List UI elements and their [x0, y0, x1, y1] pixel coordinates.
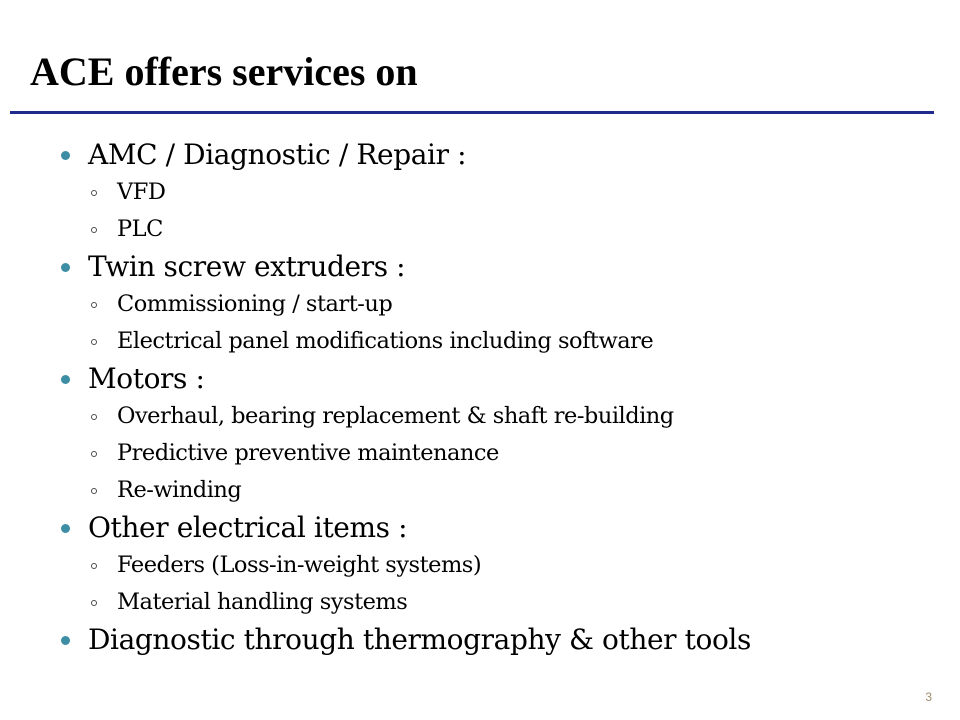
sub-bullet-item: [0, 211, 960, 248]
sub-bullet-ring-icon: [91, 302, 97, 308]
sub-bullet-text: Material handling systems: [117, 589, 408, 615]
slide-title: ACE offers services on: [30, 49, 418, 94]
sub-bullet-item: [0, 547, 960, 584]
bullet-item: [0, 248, 960, 286]
sub-bullet-ring-icon: [91, 339, 97, 345]
title-divider: [10, 111, 934, 114]
bullet-text: Twin screw extruders :: [88, 250, 406, 283]
sub-bullet-ring-icon: [91, 488, 97, 494]
bullet-dot-icon: [61, 524, 70, 533]
sub-bullet-ring-icon: [91, 227, 97, 233]
sub-bullet-text: Overhaul, bearing replacement & shaft re-building: [117, 403, 674, 429]
sub-bullet-text: Re-winding: [117, 477, 242, 503]
bullet-dot-icon: [61, 151, 70, 160]
bullet-text: Other electrical items :: [88, 511, 408, 544]
bullet-text: AMC / Diagnostic / Repair :: [88, 138, 467, 171]
bullet-item: [0, 360, 960, 398]
bullet-item: [0, 509, 960, 547]
sub-bullet-ring-icon: [91, 600, 97, 606]
bullet-item: [0, 621, 960, 659]
bullet-list: [0, 136, 960, 659]
sub-bullet-text: Commissioning / start-up: [117, 291, 393, 317]
sub-bullet-item: [0, 286, 960, 323]
bullet-text: Motors :: [88, 362, 205, 395]
sub-bullet-item: [0, 323, 960, 360]
bullet-dot-icon: [61, 375, 70, 384]
page-number: 3: [925, 690, 932, 704]
sub-bullet-item: [0, 398, 960, 435]
sub-bullet-text: Feeders (Loss-in-weight systems): [117, 552, 482, 578]
sub-bullet-text: PLC: [117, 216, 163, 242]
sub-bullet-item: [0, 435, 960, 472]
sub-bullet-item: [0, 584, 960, 621]
sub-bullet-text: VFD: [117, 179, 166, 205]
bullet-text: Diagnostic through thermography & other tools: [88, 623, 751, 656]
bullet-item: [0, 136, 960, 174]
sub-bullet-item: [0, 472, 960, 509]
bullet-dot-icon: [61, 263, 70, 272]
sub-bullet-item: [0, 174, 960, 211]
sub-bullet-ring-icon: [91, 451, 97, 457]
bullet-dot-icon: [61, 636, 70, 645]
sub-bullet-ring-icon: [91, 563, 97, 569]
sub-bullet-ring-icon: [91, 190, 97, 196]
sub-bullet-text: Electrical panel modifications including software: [117, 328, 654, 354]
sub-bullet-text: Predictive preventive maintenance: [117, 440, 499, 466]
sub-bullet-ring-icon: [91, 414, 97, 420]
